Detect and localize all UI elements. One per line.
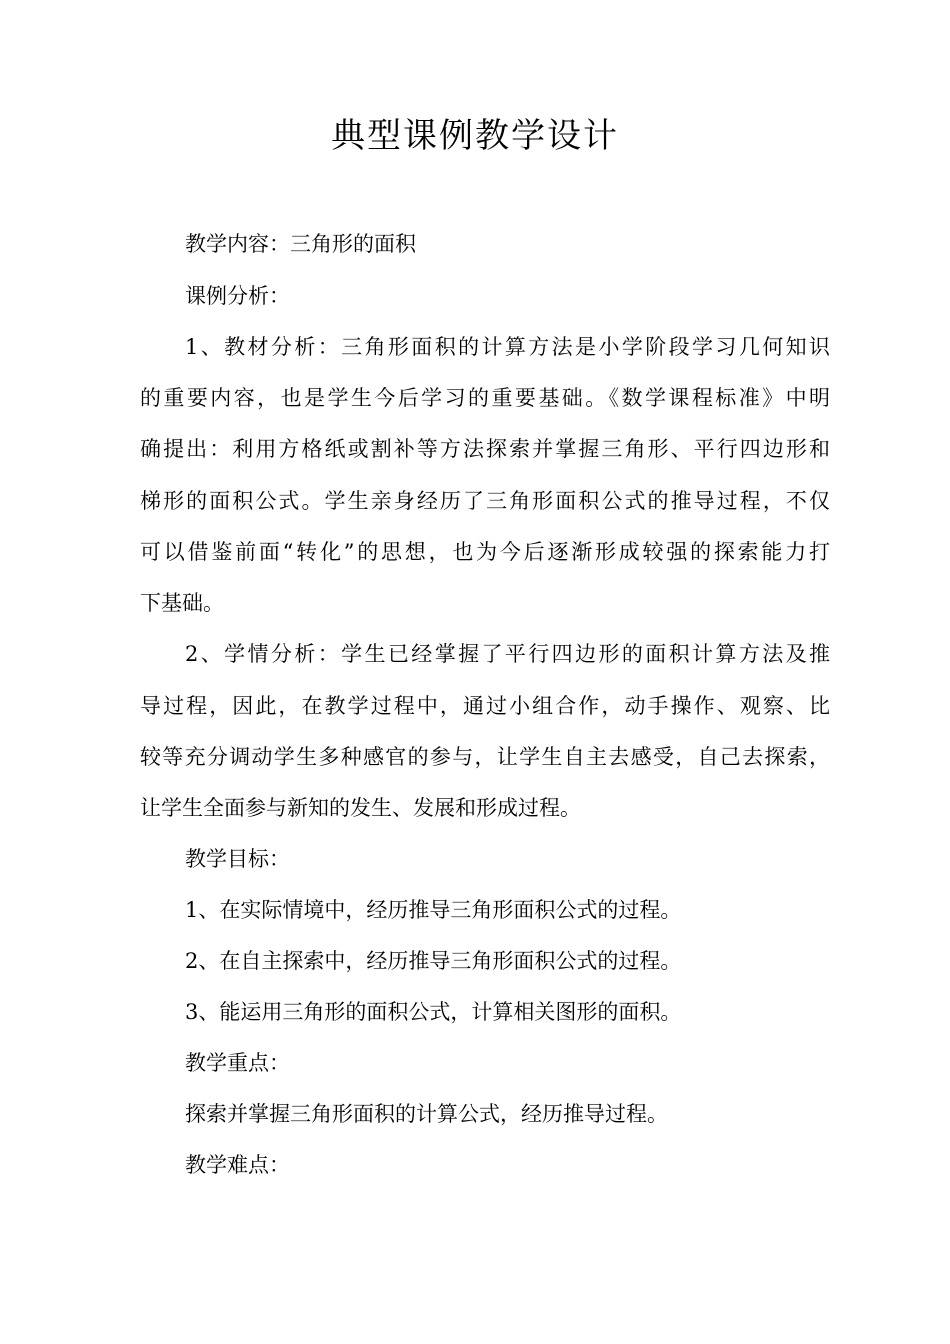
teaching-content-line: 教学内容：三角形的面积 (185, 232, 416, 256)
teaching-goal-1: 1、在实际情境中，经历推导三角形面积公式的过程。 (185, 898, 682, 922)
textbook-analysis-line-4: 梯形的面积公式。学生亲身经历了三角形面积公式的推导过程，不仅 (140, 489, 830, 513)
textbook-analysis-line-5: 可以借鉴前面“转化”的思想，也为今后逐渐形成较强的探索能力打 (140, 540, 830, 564)
lesson-analysis-heading: 课例分析： (185, 284, 290, 308)
textbook-analysis-line-3: 确提出：利用方格纸或割补等方法探索并掌握三角形、平行四边形和 (140, 437, 830, 461)
teaching-goal-2: 2、在自主探索中，经历推导三角形面积公式的过程。 (185, 949, 682, 973)
learner-analysis-line-3: 较等充分调动学生多种感官的参与，让学生自主去感受，自己去探索， (140, 745, 830, 769)
textbook-analysis-line-6: 下基础。 (140, 591, 224, 615)
teaching-goal-3: 3、能运用三角形的面积公式，计算相关图形的面积。 (185, 1000, 682, 1024)
teaching-goals-heading: 教学目标： (185, 847, 290, 871)
document-title: 典型课例教学设计 (331, 116, 619, 156)
learner-analysis-line-1: 2、学情分析：学生已经掌握了平行四边形的面积计算方法及推 (185, 642, 830, 666)
learner-analysis-line-4: 让学生全面参与新知的发生、发展和形成过程。 (140, 796, 581, 820)
difficulties-heading: 教学难点： (185, 1153, 290, 1177)
textbook-analysis-line-2: 的重要内容，也是学生今后学习的重要基础。《数学课程标准》中明 (140, 386, 830, 410)
learner-analysis-line-2: 导过程，因此，在教学过程中，通过小组合作，动手操作、观察、比 (140, 694, 830, 718)
textbook-analysis-line-1: 1、教材分析：三角形面积的计算方法是小学阶段学习几何知识 (185, 335, 830, 359)
key-points-heading: 教学重点： (185, 1051, 290, 1075)
key-points-text: 探索并掌握三角形面积的计算公式，经历推导过程。 (185, 1102, 668, 1126)
